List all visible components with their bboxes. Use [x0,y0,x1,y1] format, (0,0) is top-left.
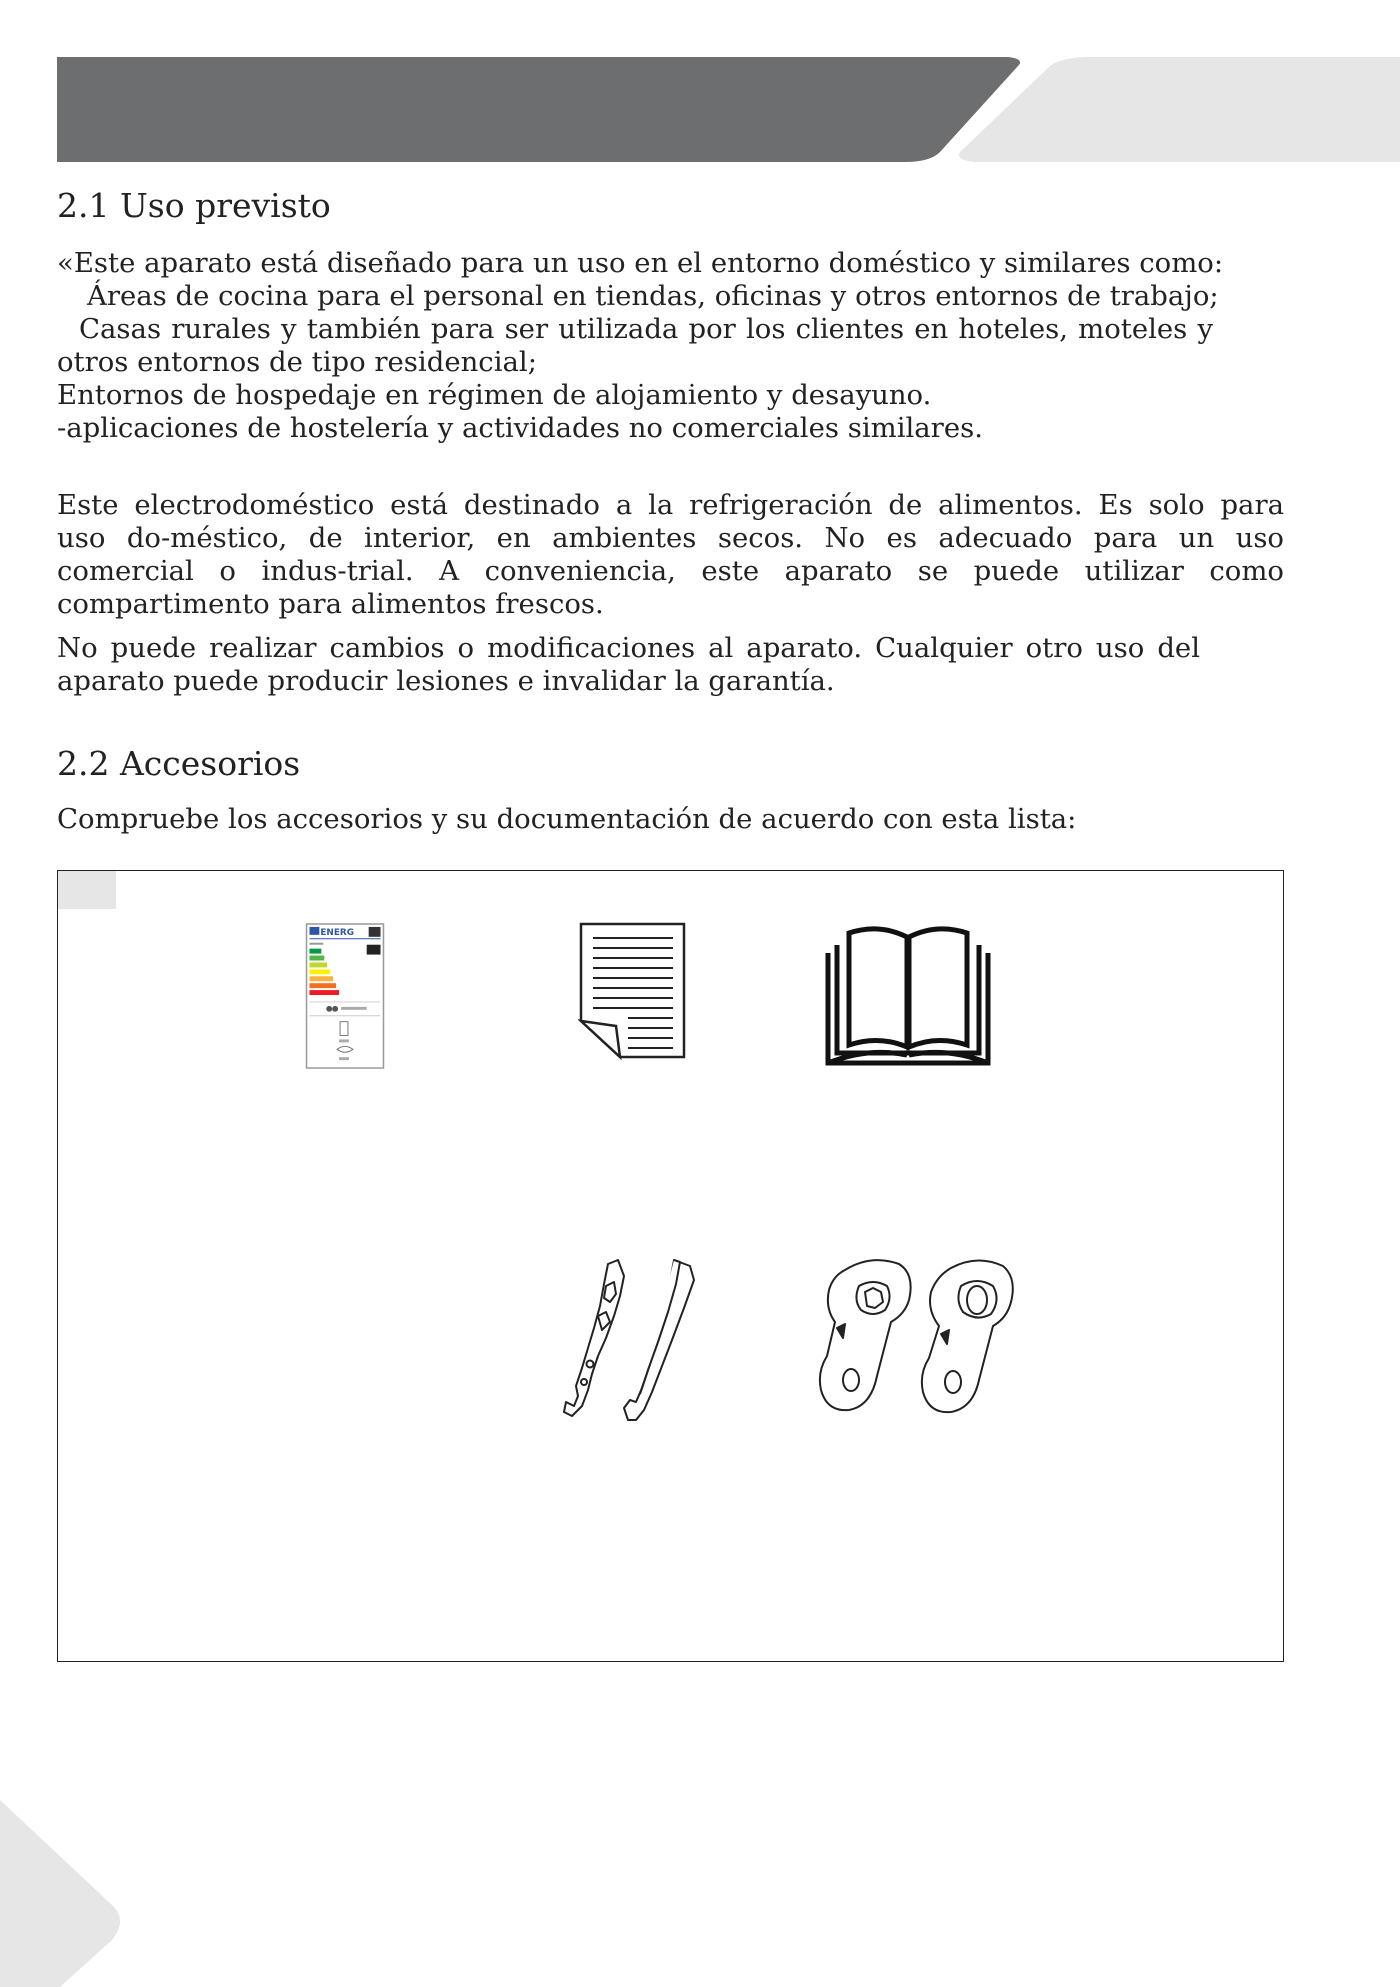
user-manual-book-icon [823,923,993,1068]
list-line: «Este aparato está diseñado para un uso en el entorno doméstico y similares como: [57,247,1224,279]
paragraph-line: compartimento para alimentos frescos. [57,588,604,620]
intro-line: Compruebe los accesorios y su documentación de acuerdo con esta lista: [57,803,1077,835]
energy-label-icon [305,923,385,1071]
door-hinge-covers-icon [558,1256,708,1426]
paragraph-line: comercial o indus-trial. A conveniencia, este aparato se puede utilizar como [57,555,1284,587]
header-light-band [959,57,1400,162]
door-stopper-icon [811,1256,1021,1426]
energy-label-text: ENERG [320,927,355,938]
list-line: Áreas de cocina para el personal en tiendas, oficinas y otros entornos de trabajo; [87,280,1219,312]
accessories-intro [57,803,1237,836]
paragraph-line: uso do-méstico, de interior, en ambientes secos. No es adecuado para un uso [57,522,1284,554]
corner-decoration [0,1800,130,1987]
list-line: -aplicaciones de hostelería y actividades no comerciales similares. [57,412,983,444]
section-title-accessories: 2.2 Accesorios [57,744,301,783]
header-banner [0,0,1400,170]
intended-use-list [57,247,1237,445]
document-sheet-icon [578,921,688,1061]
section-title-intended-use: 2.1 Uso previsto [57,186,331,225]
paragraph-line: aparato puede producir lesiones e invalidar la garantía. [57,665,835,697]
list-line: Casas rurales y también para ser utilizada por los clientes en hoteles, moteles y [79,313,1213,345]
header-dark-band [57,57,1020,162]
accessories-box [57,870,1284,1662]
list-line: otros entornos de tipo residencial; [57,346,537,378]
list-line: Entornos de hospedaje en régimen de alojamiento y desayuno. [57,379,932,411]
intended-use-paragraph-2 [57,632,1200,698]
accessories-box-tab [58,871,116,909]
paragraph-line: No puede realizar cambios o modificaciones al aparato. Cualquier otro uso del [57,632,1200,664]
paragraph-line: Este electrodoméstico está destinado a la refrigeración de alimentos. Es solo para [57,489,1284,521]
intended-use-paragraph-1 [57,489,1284,621]
